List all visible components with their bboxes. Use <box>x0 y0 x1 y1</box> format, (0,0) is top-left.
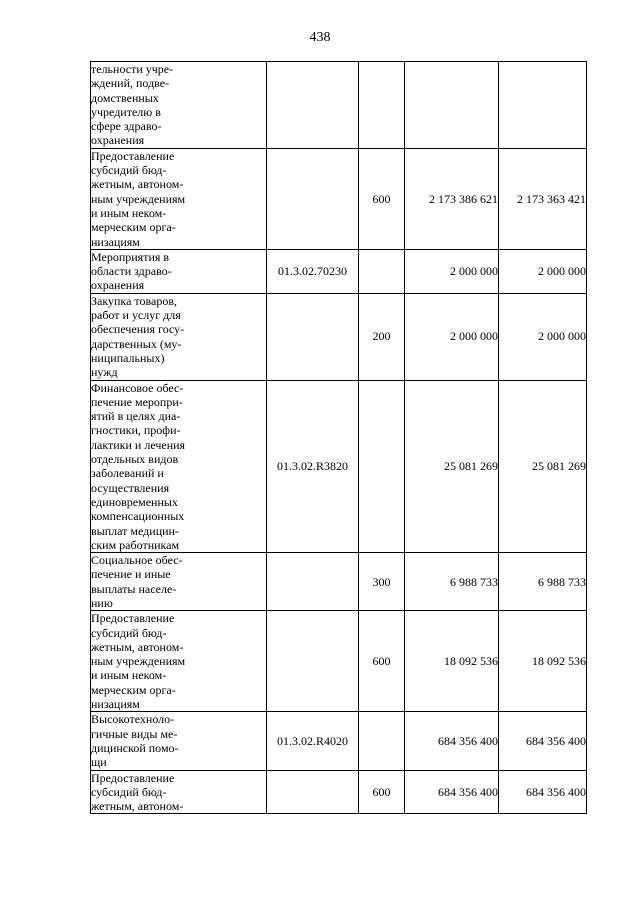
item-name-cell <box>91 62 267 149</box>
expense-type-cell <box>359 249 405 293</box>
item-name-line: жетным, автоном- <box>91 177 184 192</box>
amount-year1-cell: 2 000 000 <box>405 293 499 380</box>
item-name-line: лактики и лечения <box>91 437 186 452</box>
item-name-line: и иным неком- <box>91 668 167 683</box>
item-name-line: мерческим орга- <box>91 220 176 235</box>
item-name-line: охранения <box>91 133 145 148</box>
item-name-cell <box>91 293 267 380</box>
item-name-line: щи <box>91 755 107 770</box>
amount-year1-cell: 18 092 536 <box>405 611 499 712</box>
page-number: 438 <box>309 30 331 45</box>
item-name-cell <box>91 249 267 293</box>
item-name-line: Закупка товаров, <box>91 293 177 308</box>
expense-type-cell <box>359 380 405 553</box>
amount-year2-cell: 2 173 363 421 <box>499 148 587 249</box>
amount-year2-cell: 684 356 400 <box>499 712 587 770</box>
amount-year1-cell: 2 173 386 621 <box>405 148 499 249</box>
item-name-line: нужд <box>91 365 118 380</box>
item-name-cell <box>91 611 267 712</box>
table-row <box>91 62 587 149</box>
amount-year2-cell: 18 092 536 <box>499 611 587 712</box>
item-name-cell <box>91 148 267 249</box>
target-article-cell <box>267 770 359 814</box>
item-name-line: гностики, профи- <box>91 423 181 438</box>
table-row <box>91 380 587 553</box>
amount-year1-cell: 684 356 400 <box>405 712 499 770</box>
item-name-cell <box>91 380 267 553</box>
item-name-line: ским работникам <box>91 537 180 552</box>
expense-type-cell <box>359 712 405 770</box>
target-article-cell <box>267 293 359 380</box>
table-row <box>91 712 587 770</box>
target-article-cell <box>267 553 359 611</box>
item-name-cell <box>91 712 267 770</box>
item-name-line: жетным, автоном- <box>91 639 184 654</box>
amount-year1-cell: 25 081 269 <box>405 380 499 553</box>
item-name-line: и иным неком- <box>91 205 167 220</box>
item-name-line: домственных <box>91 90 159 105</box>
expense-type-cell: 600 <box>359 770 405 814</box>
table-row <box>91 249 587 293</box>
item-name-line: низациям <box>91 234 140 249</box>
table-row <box>91 148 587 249</box>
budget-table <box>90 61 587 814</box>
item-name-line: ятий в целях диа- <box>91 409 181 424</box>
item-name-line: выплаты населе- <box>91 581 177 596</box>
target-article-cell: 01.3.02.R4020 <box>267 712 359 770</box>
item-name-line: ным учреждениям <box>91 654 186 669</box>
item-name-line: единовременных <box>91 494 178 509</box>
target-article-cell <box>267 62 359 149</box>
table-row <box>91 553 587 611</box>
item-name-line: субсидий бюд- <box>91 784 167 799</box>
item-name-line: Предоставление <box>91 611 175 626</box>
target-article-cell: 01.3.02.R3820 <box>267 380 359 553</box>
item-name-cell <box>91 770 267 814</box>
item-name-line: Предоставление <box>91 770 175 785</box>
amount-year2-cell: 2 000 000 <box>499 249 587 293</box>
amount-year1-cell: 6 988 733 <box>405 553 499 611</box>
expense-type-cell: 600 <box>359 611 405 712</box>
item-name-line: ниципальных) <box>91 350 165 365</box>
amount-year2-cell: 6 988 733 <box>499 553 587 611</box>
item-name-line: Социальное обес- <box>91 553 183 568</box>
item-name-line: осуществления <box>91 480 170 495</box>
expense-type-cell: 200 <box>359 293 405 380</box>
item-name-line: нию <box>91 595 113 610</box>
item-name-line: субсидий бюд- <box>91 163 167 178</box>
item-name-line: сфере здраво- <box>91 119 162 134</box>
expense-type-cell <box>359 62 405 149</box>
item-name-line: ным учреждениям <box>91 191 186 206</box>
table-row <box>91 293 587 380</box>
item-name-line: Предоставление <box>91 148 175 163</box>
item-name-line: жетным, автоном- <box>91 799 184 814</box>
amount-year2-cell: 2 000 000 <box>499 293 587 380</box>
amount-year2-cell <box>499 62 587 149</box>
target-article-cell <box>267 148 359 249</box>
item-name-line: печение меропри- <box>91 394 183 409</box>
item-name-line: учредителю в <box>91 104 161 119</box>
item-name-line: обеспечения госу- <box>91 322 185 337</box>
item-name-line: Высокотехноло- <box>91 712 175 727</box>
target-article-cell <box>267 611 359 712</box>
amount-year2-cell: 25 081 269 <box>499 380 587 553</box>
item-name-line: Мероприятия в <box>91 249 170 264</box>
item-name-cell <box>91 553 267 611</box>
item-name-line: тельности учре- <box>91 62 174 76</box>
item-name-line: гичные виды ме- <box>91 726 178 741</box>
table-row <box>91 770 587 814</box>
item-name-line: заболеваний и <box>91 466 164 481</box>
amount-year1-cell <box>405 62 499 149</box>
item-name-line: выплат медицин- <box>91 523 179 538</box>
table-row <box>91 611 587 712</box>
item-name-line: работ и услуг для <box>91 308 181 323</box>
item-name-line: области здраво- <box>91 264 172 279</box>
item-name-line: Финансовое обес- <box>91 380 184 395</box>
item-name-line: мерческим орга- <box>91 682 176 697</box>
amount-year1-cell: 684 356 400 <box>405 770 499 814</box>
item-name-line: ждений, подве- <box>91 76 170 91</box>
item-name-line: дицинской помо- <box>91 740 179 755</box>
amount-year2-cell: 684 356 400 <box>499 770 587 814</box>
item-name-line: охранения <box>91 278 145 293</box>
item-name-line: дарственных (му- <box>91 336 182 351</box>
expense-type-cell: 600 <box>359 148 405 249</box>
target-article-cell: 01.3.02.70230 <box>267 249 359 293</box>
item-name-line: отдельных видов <box>91 452 179 467</box>
item-name-line: субсидий бюд- <box>91 625 167 640</box>
item-name-line: компенсационных <box>91 509 185 524</box>
item-name-line: низациям <box>91 697 140 712</box>
expense-type-cell: 300 <box>359 553 405 611</box>
amount-year1-cell: 2 000 000 <box>405 249 499 293</box>
item-name-line: печение и иные <box>91 567 171 582</box>
